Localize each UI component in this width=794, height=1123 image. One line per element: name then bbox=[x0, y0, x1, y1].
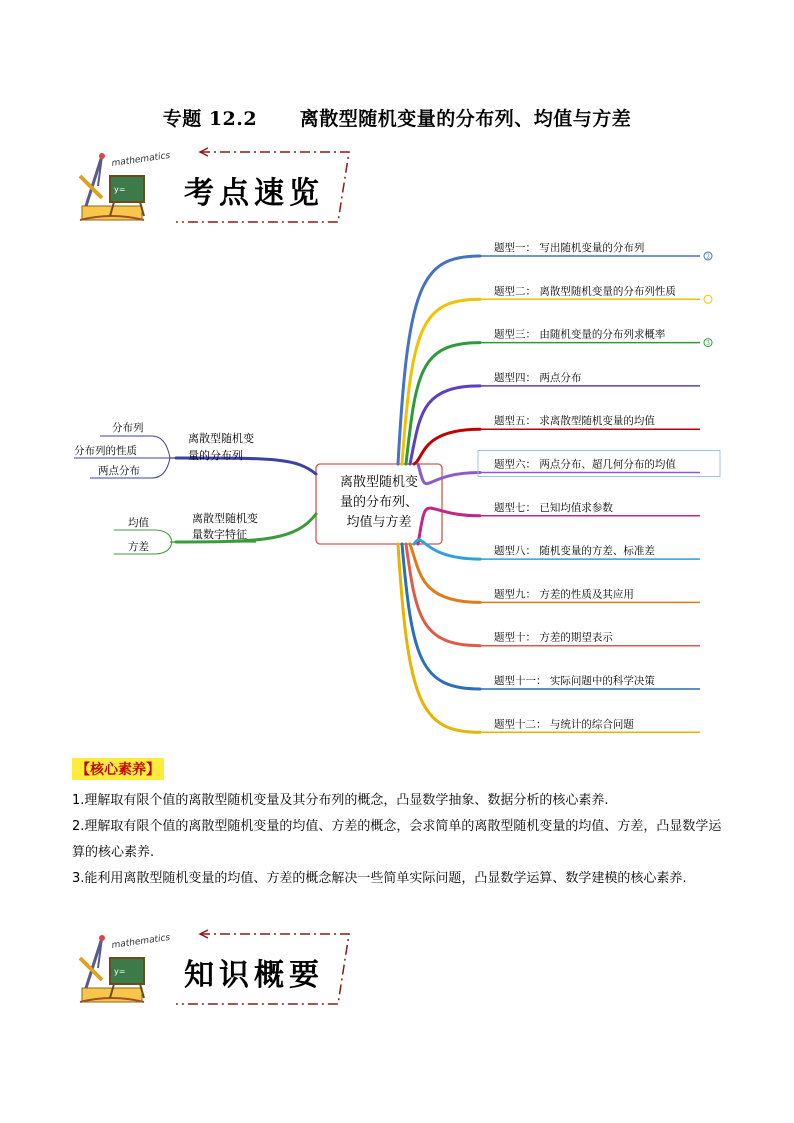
left-child-label: 两点分布 bbox=[98, 465, 140, 477]
section-banner-overview bbox=[72, 146, 372, 236]
topic-label: 题型一： 写出随机变量的分布列 bbox=[494, 242, 645, 254]
banner-title: 知识概要 bbox=[184, 958, 324, 993]
mind-map bbox=[60, 236, 740, 756]
banner-logo-text: mathematics bbox=[111, 932, 171, 951]
topic-label: 题型十一： 实际问题中的科学决策 bbox=[494, 675, 655, 687]
topic-label: 题型四： 两点分布 bbox=[494, 371, 582, 384]
branch-line bbox=[414, 429, 480, 464]
topic-label: 题型十二： 与统计的综合问题 bbox=[494, 718, 634, 731]
topic-label: 题型二： 离散型随机变量的分布列性质 bbox=[494, 285, 676, 298]
branch-line bbox=[406, 343, 480, 464]
section-banner-knowledge bbox=[72, 928, 372, 1018]
left-branch-label: 离散型随机变 bbox=[188, 432, 254, 445]
topic-label: 题型七： 已知均值求参数 bbox=[494, 501, 613, 514]
left-child-label: 分布列 bbox=[112, 422, 144, 434]
center-node-text: 均值与方差 bbox=[346, 515, 412, 530]
topic-label: 题型十： 方差的期望表示 bbox=[494, 631, 613, 644]
topic-label: 题型八： 随机变量的方差、标准差 bbox=[494, 545, 655, 558]
core-literacy-badge: 【核心素养】 bbox=[72, 758, 164, 780]
topic-label: 题型五： 求离散型随机变量的均值 bbox=[494, 415, 655, 428]
left-branch-label: 量的分布列 bbox=[188, 449, 243, 462]
core-item-1: 1.理解取有限个值的离散型随机变量及其分布列的概念，凸显数学抽象、数据分析的核心素养. bbox=[72, 793, 609, 808]
branch-line bbox=[402, 544, 480, 689]
topic-label: 题型九： 方差的性质及其应用 bbox=[494, 588, 634, 601]
topic-label: 题型三： 由随机变量的分布列求概率 bbox=[494, 328, 666, 341]
left-child-label: 均值 bbox=[128, 517, 149, 529]
branch-line bbox=[414, 540, 480, 559]
page-title: 专题 12.2 离散型随机变量的分布列、均值与方差 bbox=[162, 108, 632, 130]
left-branch-label: 量数字特征 bbox=[192, 528, 247, 541]
center-node-text: 量的分布列、 bbox=[339, 495, 419, 510]
branch-line bbox=[410, 544, 480, 602]
core-item-2: 2.理解取有限个值的离散型随机变量的均值、方差的概念，会求简单的离散型随机变量的均值、方差，凸显数学运算的核心素养. bbox=[72, 819, 722, 860]
topic-label: 题型六： 两点分布、超几何分布的均值 bbox=[494, 458, 676, 471]
banner-logo-text: mathematics bbox=[111, 150, 171, 169]
banner-title: 考点速览 bbox=[184, 176, 324, 211]
core-item-3: 3.能利用离散型随机变量的均值、方差的概念解决一些简单实际问题，凸显数学运算、数学建模的核心素养. bbox=[72, 871, 687, 886]
left-branch-label: 离散型随机变 bbox=[192, 512, 258, 525]
branch-marker-text: 2 bbox=[706, 253, 710, 261]
left-children-lines bbox=[154, 530, 172, 554]
branch-marker-text: 3 bbox=[706, 340, 710, 348]
branch-line bbox=[410, 386, 480, 464]
left-child-label: 方差 bbox=[128, 541, 149, 553]
left-child-label: 分布列的性质 bbox=[74, 445, 137, 457]
center-node-text: 离散型随机变 bbox=[339, 475, 419, 490]
svg-text:y=: y= bbox=[114, 185, 126, 194]
svg-text:y=: y= bbox=[114, 967, 126, 976]
branch-marker bbox=[704, 295, 712, 303]
